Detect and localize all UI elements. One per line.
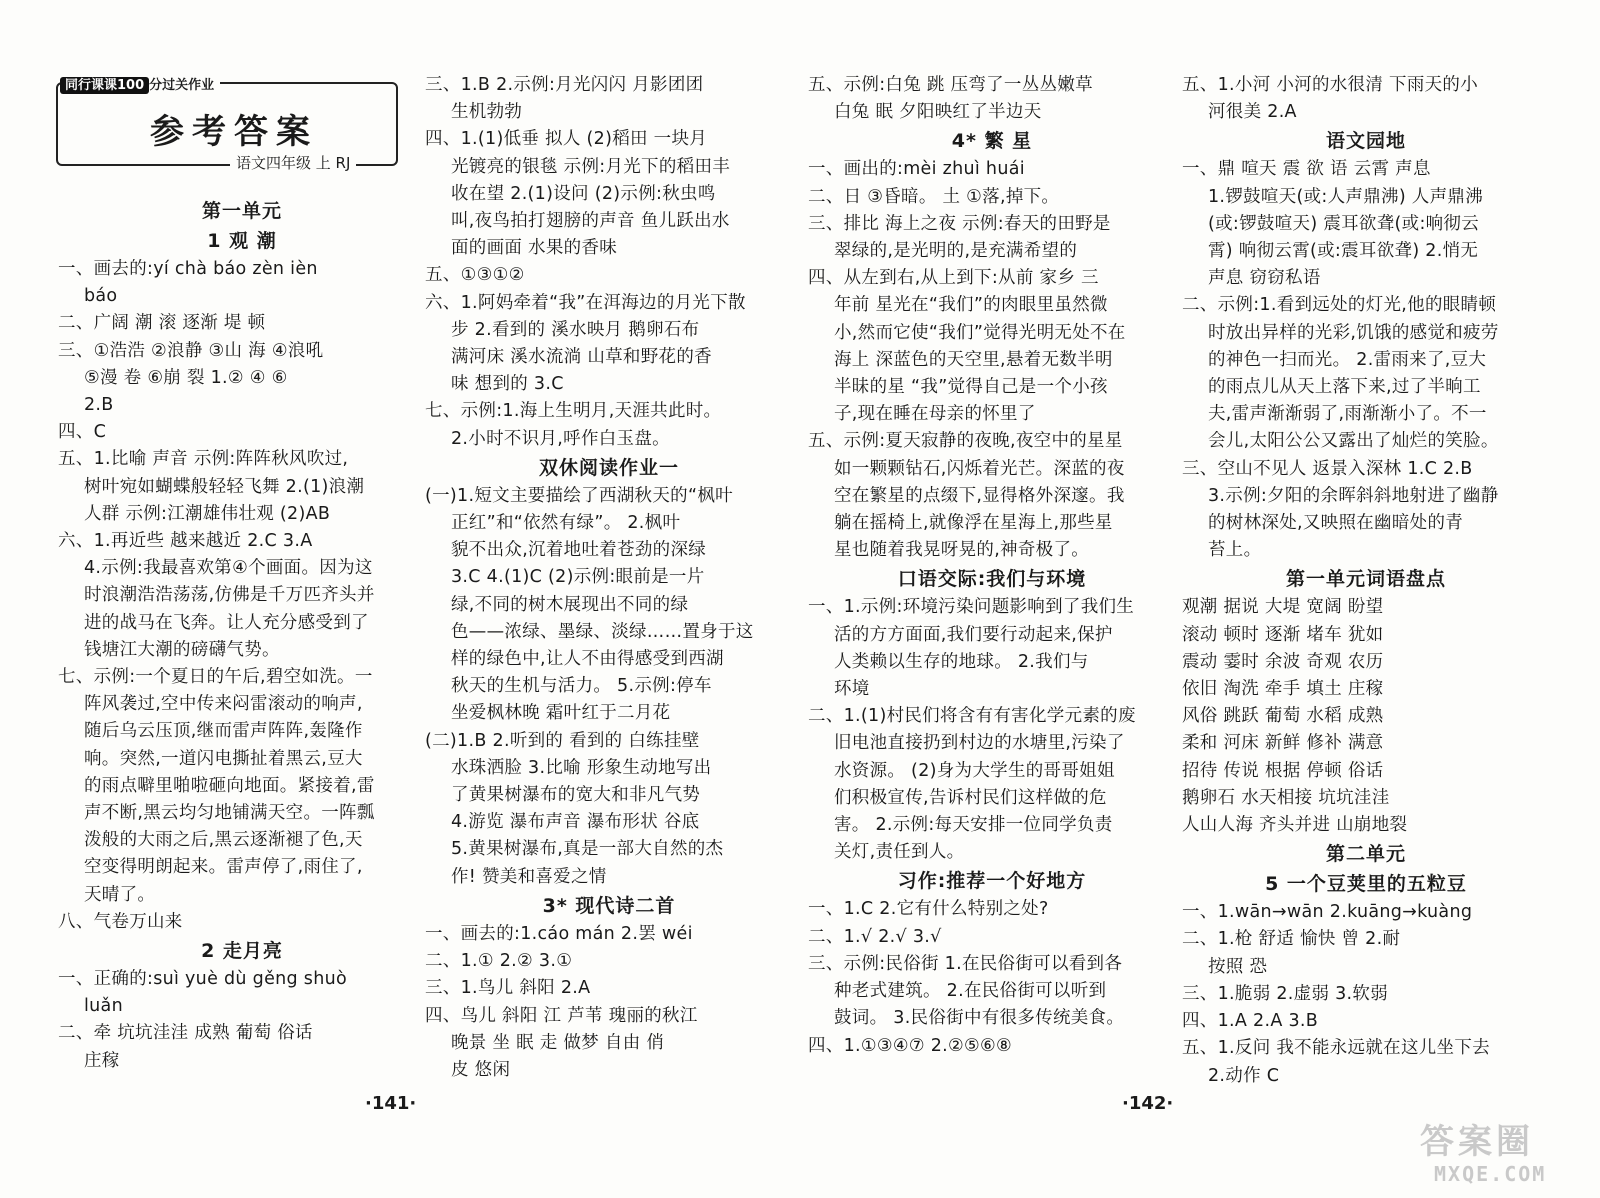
answer-line: 正红”和“依然有绿”。 2.枫叶 bbox=[451, 513, 681, 534]
answer-column-1 bbox=[58, 196, 426, 1075]
answer-line: 一、正确的:suì yuè dù gěng shuò bbox=[58, 969, 348, 990]
answer-line: 四、鸟儿 斜阳 江 芦苇 瑰丽的秋江 bbox=[425, 1005, 698, 1026]
series-banner bbox=[60, 74, 220, 93]
answer-column-2 bbox=[425, 72, 793, 1084]
answer-line: 五、示例:白兔 跳 压弯了一丛丛嫩草 bbox=[808, 75, 1093, 95]
answer-line: 一、画出的:mèi zhuì huái bbox=[808, 159, 1025, 180]
answer-line: luǎn bbox=[84, 996, 123, 1017]
answer-line: 按照 恐 bbox=[1208, 956, 1268, 977]
answer-line: 七、示例:1.海上生明月,天涯共此时。 bbox=[425, 401, 722, 422]
answer-line: 风俗 跳跃 葡萄 水稻 成熟 bbox=[1182, 706, 1384, 727]
section-heading: 双休阅读作业一 bbox=[538, 456, 679, 479]
answer-column-4 bbox=[1182, 72, 1550, 1090]
answer-line: 五、1.反问 我不能永远就在这儿坐下去 bbox=[1182, 1038, 1490, 1059]
section-heading: 第一单元 bbox=[201, 200, 282, 222]
answer-line: 天晴了。 bbox=[84, 884, 156, 905]
answer-line: 霄) 响彻云霄(或:震耳欲聋) 2.悄无 bbox=[1208, 241, 1479, 262]
answer-line: 二、示例:1.看到远处的灯光,他的眼睛顿 bbox=[1182, 295, 1497, 316]
answer-line: 依旧 淘洗 牵手 填土 庄稼 bbox=[1182, 679, 1384, 700]
watermark-url: MXQE.COM bbox=[1434, 1162, 1547, 1186]
answer-line: 1.锣鼓喧天(或:人声鼎沸) 人声鼎沸 bbox=[1208, 186, 1484, 207]
answer-line: 二、1.① 2.② 3.① bbox=[425, 951, 573, 972]
answer-line: ⑤漫 卷 ⑥崩 裂 1.② ④ ⑥ bbox=[84, 367, 288, 388]
answer-line: 光镀亮的银毯 示例:月光下的稻田丰 bbox=[451, 156, 731, 177]
answer-line: 二、日 ③昏暗。 土 ①落,掉下。 bbox=[808, 186, 1060, 207]
page-title: 参考答案 bbox=[150, 112, 318, 152]
answer-line: 四、C bbox=[58, 422, 107, 443]
answer-line: 3.示例:夕阳的余晖斜斜地射进了幽静 bbox=[1208, 485, 1499, 506]
answer-line: 秋天的生机与活力。 5.示例:停车 bbox=[451, 676, 712, 697]
answer-line: 收在望 2.(1)设问 (2)示例:秋虫鸣 bbox=[451, 183, 716, 204]
answer-line: 响。突然,一道闪电撕扯着黑云,豆大 bbox=[84, 748, 363, 769]
answer-line: 作! 赞美和喜爱之情 bbox=[451, 866, 607, 887]
answer-line: 皮 悠闲 bbox=[451, 1059, 511, 1080]
answer-line: 生机勃勃 bbox=[451, 102, 523, 123]
section-heading: 1 观 潮 bbox=[207, 230, 277, 252]
answer-line: 一、画去的:yí chà báo zèn ièn bbox=[58, 259, 318, 279]
answer-line: 满河床 溪水流淌 山草和野花的香 bbox=[451, 347, 712, 368]
answer-line: 三、1.B 2.示例:月光闪闪 月影团团 bbox=[425, 75, 704, 95]
answer-line: 钱塘江大潮的磅礴气势。 bbox=[84, 639, 280, 660]
answer-line: 害。 2.示例:每天安排一位同学负责 bbox=[834, 815, 1113, 836]
answer-line: 五、①③①② bbox=[425, 265, 525, 286]
answer-line: 海上 深蓝色的天空里,悬着无数半明 bbox=[834, 349, 1113, 370]
answer-line: 一、鼎 喧天 震 欲 语 云霄 声息 bbox=[1182, 159, 1431, 180]
answer-line: 晚景 坐 眠 走 做梦 自由 俏 bbox=[451, 1032, 665, 1053]
answer-line: 庄稼 bbox=[84, 1050, 120, 1071]
answer-line: 叫,夜鸟拍打翅膀的声音 鱼儿跃出水 bbox=[451, 211, 730, 232]
section-heading: 5 一个豆荚里的五粒豆 bbox=[1265, 873, 1467, 896]
answer-line: 色——浓绿、墨绿、淡绿……置身于这 bbox=[451, 621, 754, 642]
answer-line: 味 想到的 3.C bbox=[451, 374, 564, 395]
answer-line: 七、示例:一个夏日的午后,碧空如洗。一 bbox=[58, 667, 373, 688]
answer-line: 的雨点噼里啪啦砸向地面。紧接着,雷 bbox=[84, 775, 375, 796]
answer-line: 阵风袭过,空中传来闷雷滚动的响声, bbox=[84, 694, 363, 715]
section-heading: 第二单元 bbox=[1325, 843, 1406, 866]
answer-column-3 bbox=[808, 72, 1176, 1060]
answer-line: 半昧的星 “我”觉得自己是一个小孩 bbox=[834, 377, 1108, 398]
answer-line: 声不断,黑云均匀地铺满天空。一阵瓢 bbox=[84, 803, 375, 824]
answer-line: 进的战马在飞奔。让人充分感受到了 bbox=[84, 612, 369, 633]
answer-line: 躺在摇椅上,就像浮在星海上,那些星 bbox=[834, 513, 1113, 534]
answer-line: 空在繁星的点缀下,显得格外深邃。我 bbox=[834, 485, 1125, 506]
answer-line: 三、排比 海上之夜 示例:春天的田野是 bbox=[808, 213, 1111, 234]
answer-line: 观潮 据说 大堤 宽阔 盼望 bbox=[1182, 597, 1384, 618]
answer-line: (或:锣鼓喧天) 震耳欲聋(或:响彻云 bbox=[1208, 213, 1480, 234]
answer-line: 2.动作 C bbox=[1208, 1065, 1280, 1086]
answer-line: 河很美 2.A bbox=[1208, 102, 1297, 123]
watermark-logo bbox=[1416, 1114, 1574, 1192]
section-heading: 口语交际:我们与环境 bbox=[897, 568, 1087, 591]
answer-line: 空变得明朗起来。雷声停了,雨住了, bbox=[84, 857, 363, 878]
page-number-right: ·142· bbox=[1122, 1093, 1174, 1114]
answer-line: 二、1.枪 舒适 愉快 曾 2.耐 bbox=[1182, 929, 1401, 950]
answer-line: 声息 窃窃私语 bbox=[1208, 268, 1321, 289]
answer-line: 2.小时不识月,呼作白玉盘。 bbox=[451, 428, 670, 449]
answer-line: 三、1.脆弱 2.虚弱 3.软弱 bbox=[1182, 983, 1389, 1004]
answer-line: 鹅卵石 水天相接 坑坑洼洼 bbox=[1182, 787, 1390, 808]
section-heading: 语文园地 bbox=[1325, 130, 1406, 153]
answer-line: 面的画面 水果的香味 bbox=[451, 238, 618, 259]
answer-line: 四、1.A 2.A 3.B bbox=[1182, 1011, 1319, 1032]
answer-line: 的神色一扫而光。 2.雷雨来了,豆大 bbox=[1208, 349, 1487, 370]
answer-line: 种老式建筑。 2.在民俗街可以听到 bbox=[834, 981, 1107, 1002]
answer-line: 柔和 河床 新鲜 修补 满意 bbox=[1182, 733, 1384, 754]
answer-line: 二、1.√ 2.√ 3.√ bbox=[808, 926, 942, 947]
answer-line: 人类赖以生存的地球。 2.我们与 bbox=[834, 651, 1089, 672]
answer-line: 貌不出众,沉着地吐着苍劲的深绿 bbox=[451, 540, 707, 561]
answer-line: 三、示例:民俗街 1.在民俗街可以看到各 bbox=[808, 953, 1123, 974]
answer-line: 震动 霎时 余波 奇观 农历 bbox=[1182, 651, 1384, 672]
answer-line: 步 2.看到的 溪水映月 鹅卵石布 bbox=[451, 319, 700, 340]
section-heading: 第一单元词语盘点 bbox=[1285, 568, 1446, 591]
answer-line: 如一颗颗钻石,闪烁着光芒。深蓝的夜 bbox=[834, 458, 1125, 479]
answer-line: 3.C 4.(1)C (2)示例:眼前是一片 bbox=[451, 567, 705, 588]
answer-line: 招待 传说 根据 停顿 俗话 bbox=[1182, 760, 1384, 781]
answer-line: 样的绿色中,让人不由得感受到西湖 bbox=[451, 649, 724, 670]
answer-line: 时浪潮浩浩荡荡,仿佛是千万匹齐头并 bbox=[84, 585, 375, 606]
answer-line: 年前 星光在“我们”的肉眼里虽然微 bbox=[834, 295, 1108, 316]
answer-line: 水资源。 (2)身为大学生的哥哥姐姐 bbox=[834, 760, 1115, 781]
answer-line: 二、广阔 潮 滚 逐渐 堤 顿 bbox=[58, 313, 266, 334]
answer-line: 苔上。 bbox=[1208, 540, 1262, 561]
answer-line: 三、1.鸟儿 斜阳 2.A bbox=[425, 978, 591, 999]
page-number-left: ·141· bbox=[365, 1093, 417, 1114]
answer-line: 四、1.①③④⑦ 2.②⑤⑥⑧ bbox=[808, 1035, 1012, 1056]
answer-line: 二、牵 坑坑洼洼 成熟 葡萄 俗话 bbox=[58, 1023, 313, 1044]
answer-line: 5.黄果树瀑布,真是一部大自然的杰 bbox=[451, 839, 724, 860]
answer-line: 的树林深处,又映照在幽暗处的青 bbox=[1208, 513, 1464, 534]
answer-line: 们积极宣传,告诉村民们这样做的危 bbox=[834, 787, 1107, 808]
answer-line: 随后乌云压顶,继而雷声阵阵,轰隆作 bbox=[84, 721, 363, 742]
answer-line: 人群 示例:江潮雄伟壮观 (2)AB bbox=[84, 503, 331, 524]
answer-line: 夫,雷声渐渐弱了,雨渐渐小了。不一 bbox=[1208, 404, 1487, 425]
answer-line: 子,现在睡在母亲的怀里了 bbox=[834, 404, 1036, 425]
answer-line: 会儿,太阳公公又露出了灿烂的笑脸。 bbox=[1208, 431, 1499, 452]
answer-line: 了黄果树瀑布的宽大和非凡气势 bbox=[451, 785, 701, 806]
answer-line: (二)1.B 2.听到的 看到的 白练挂壁 bbox=[425, 730, 700, 751]
answer-line: 星也随着我晃呀晃的,神奇极了。 bbox=[834, 540, 1090, 561]
answer-line: 人山人海 齐头并进 山崩地裂 bbox=[1182, 815, 1408, 836]
brand-label: 同行课课100 bbox=[60, 77, 149, 94]
answer-line: 五、1.比喻 声音 示例:阵阵秋风吹过, bbox=[58, 449, 349, 470]
section-heading: 4* 繁 星 bbox=[951, 130, 1033, 153]
answer-line: 五、1.小河 小河的水很清 下雨天的小 bbox=[1182, 75, 1479, 95]
answer-line: 时放出异样的光彩,饥饿的感觉和疲劳 bbox=[1208, 322, 1499, 343]
answer-line: 六、1.阿妈牵着“我”在洱海边的月光下散 bbox=[425, 292, 746, 313]
answer-line: 4.游览 瀑布声音 瀑布形状 谷底 bbox=[451, 812, 700, 833]
answer-line: 翠绿的,是光明的,是充满希望的 bbox=[834, 241, 1078, 262]
answer-line: 四、1.(1)低垂 拟人 (2)稻田 一块月 bbox=[425, 129, 708, 150]
answer-line: 二、1.(1)村民们将含有有害化学元素的废 bbox=[808, 706, 1136, 727]
answer-line: 五、示例:夏天寂静的夜晚,夜空中的星星 bbox=[808, 431, 1123, 452]
answer-line: báo bbox=[84, 286, 118, 307]
answer-line: 三、空山不见人 返景入深林 1.C 2.B bbox=[1182, 458, 1473, 479]
answer-line: 四、从左到右,从上到下:从前 家乡 三 bbox=[808, 268, 1099, 289]
answer-line: 旧电池直接扔到村边的水塘里,污染了 bbox=[834, 733, 1125, 754]
answer-line: 树叶宛如蝴蝶般轻轻飞舞 2.(1)浪潮 bbox=[84, 476, 365, 497]
answer-line: 鼓词。 3.民俗街中有很多传统美食。 bbox=[834, 1008, 1125, 1029]
answer-line: 2.B bbox=[84, 395, 114, 416]
answer-line: 关灯,责任到人。 bbox=[834, 842, 965, 863]
answer-line: 白兔 眠 夕阳映红了半边天 bbox=[834, 102, 1042, 123]
answer-line: 一、1.wān→wān 2.kuāng→kuàng bbox=[1182, 902, 1473, 923]
answer-line: (一)1.短文主要描绘了西湖秋天的“枫叶 bbox=[425, 485, 733, 506]
answer-line: 一、1.示例:环境污染问题影响到了我们生 bbox=[808, 597, 1135, 618]
section-heading: 习作:推荐一个好地方 bbox=[897, 870, 1087, 893]
answer-line: 六、1.再近些 越来越近 2.C 3.A bbox=[58, 531, 313, 552]
answer-line: 八、气卷万山来 bbox=[58, 911, 183, 932]
answer-line: 环境 bbox=[834, 679, 870, 700]
answer-line: 的雨点儿从天上落下来,过了半晌工 bbox=[1208, 377, 1481, 398]
answer-line: 一、画去的:1.cáo mán 2.罢 wéi bbox=[425, 923, 693, 944]
grade-subtitle: 语文四年级 上 RJ bbox=[230, 152, 356, 173]
watermark-text: 答案圈 bbox=[1420, 1122, 1534, 1162]
section-heading: 2 走月亮 bbox=[201, 940, 283, 963]
answer-line: 活的方方面面,我们要行动起来,保护 bbox=[834, 624, 1113, 645]
answer-line: 滚动 顿时 逐渐 堵车 犹如 bbox=[1182, 624, 1384, 645]
section-heading: 3* 现代诗二首 bbox=[542, 894, 676, 917]
answer-line: 小,然而它使“我们”觉得光明无处不在 bbox=[834, 322, 1126, 343]
answer-line: 三、①浩浩 ②浪静 ③山 海 ④浪吼 bbox=[58, 340, 324, 361]
answer-line: 一、1.C 2.它有什么特别之处? bbox=[808, 899, 1049, 920]
brand-suffix: 分过关作业 bbox=[149, 78, 215, 93]
answer-line: 泼般的大雨之后,黑云逐渐褪了色,天 bbox=[84, 830, 363, 851]
answer-line: 水珠洒脸 3.比喻 形象生动地写出 bbox=[451, 757, 712, 778]
answer-line: 4.示例:我最喜欢第④个画面。因为这 bbox=[84, 558, 373, 579]
answer-line: 坐爱枫林晚 霜叶红于二月花 bbox=[451, 703, 671, 724]
answer-line: 绿,不同的树木展现出不同的绿 bbox=[451, 594, 689, 615]
